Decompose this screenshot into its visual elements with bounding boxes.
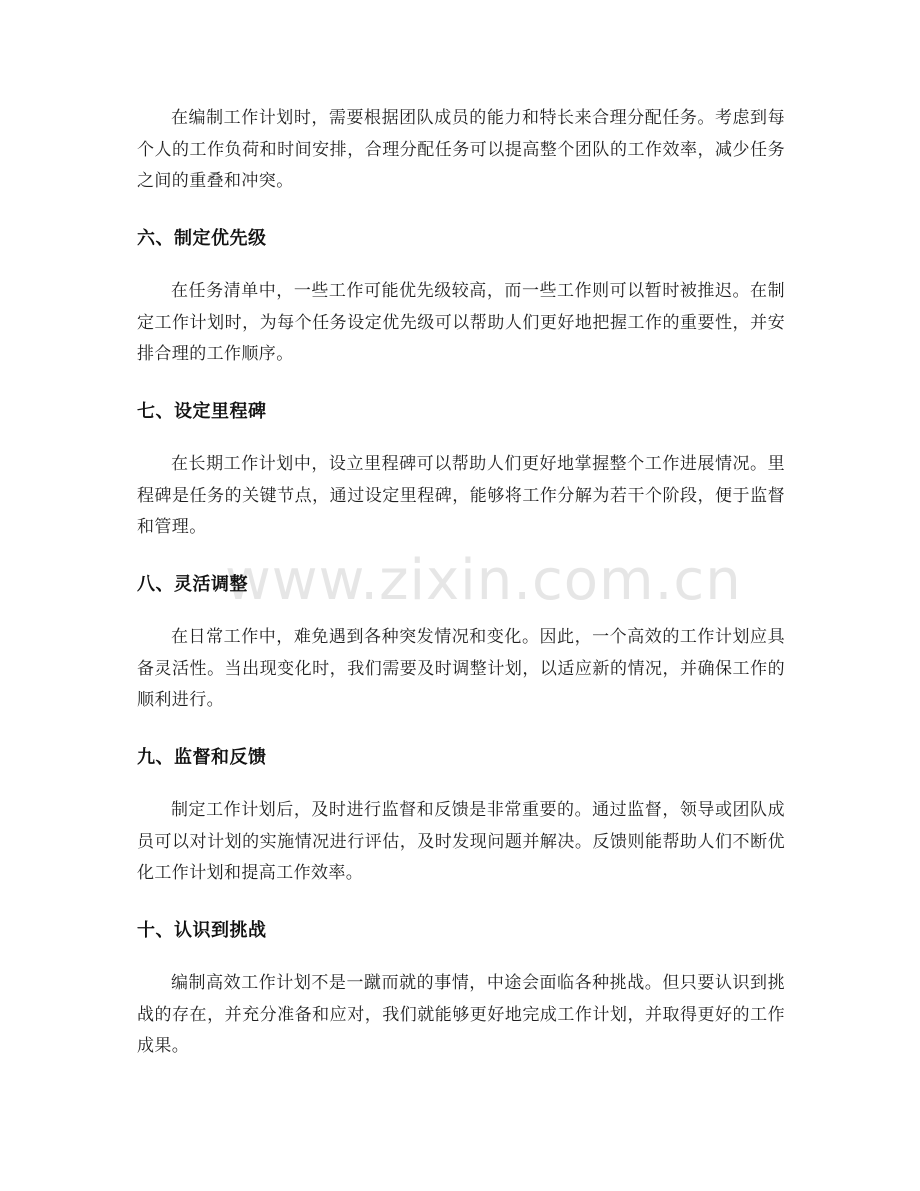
section-body-7: 在长期工作计划中，设立里程碑可以帮助人们更好地掌握整个工作进展情况。里程碑是任务的关键节点，通过设定里程碑，能够将工作分解为若干个阶段，便于监督和管理。	[137, 454, 785, 537]
intro-paragraph: 在编制工作计划时，需要根据团队成员的能力和特长来合理分配任务。考虑到每个人的工作负荷和时间安排，合理分配任务可以提高整个团队的工作效率，减少任务之间的重叠和冲突。	[137, 108, 785, 191]
spacer	[137, 600, 785, 622]
section-body-8: 在日常工作中，难免遇到各种突发情况和变化。因此，一个高效的工作计划应具备灵活性。当出现变化时，我们需要及时调整计划，以适应新的情况，并确保工作的顺利进行。	[137, 627, 785, 710]
section-heading-7: 七、设定里程碑	[137, 400, 267, 422]
spacer	[137, 890, 785, 915]
section-heading-9: 九、监督和反馈	[137, 746, 267, 768]
section-heading-10: 十、认识到挑战	[137, 919, 267, 941]
section-body-10: 编制高效工作计划不是一蹴而就的事情，中途会面临各种挑战。但只要认识到挑战的存在，并充分准备和应对，我们就能够更好地完成工作计划，并取得更好的工作成果。	[137, 973, 785, 1056]
section-heading-8: 八、灵活调整	[137, 573, 248, 595]
document-body	[137, 103, 785, 1063]
spacer	[137, 717, 785, 742]
spacer	[137, 427, 785, 449]
spacer	[137, 198, 785, 223]
spacer	[137, 371, 785, 396]
spacer	[137, 254, 785, 276]
spacer	[137, 773, 785, 795]
section-body-6: 在任务清单中，一些工作可能优先级较高，而一些工作则可以暂时被推迟。在制定工作计划时，为每个任务设定优先级可以帮助人们更好地把握工作的重要性，并安排合理的工作顺序。	[137, 281, 785, 364]
spacer	[137, 946, 785, 968]
spacer	[137, 544, 785, 569]
watermark: www.zixin.com.cn	[225, 548, 742, 613]
section-heading-6: 六、制定优先级	[137, 227, 267, 249]
section-body-9: 制定工作计划后，及时进行监督和反馈是非常重要的。通过监督，领导或团队成员可以对计划的实施情况进行评估，及时发现问题并解决。反馈则能帮助人们不断优化工作计划和提高工作效率。	[137, 800, 785, 883]
